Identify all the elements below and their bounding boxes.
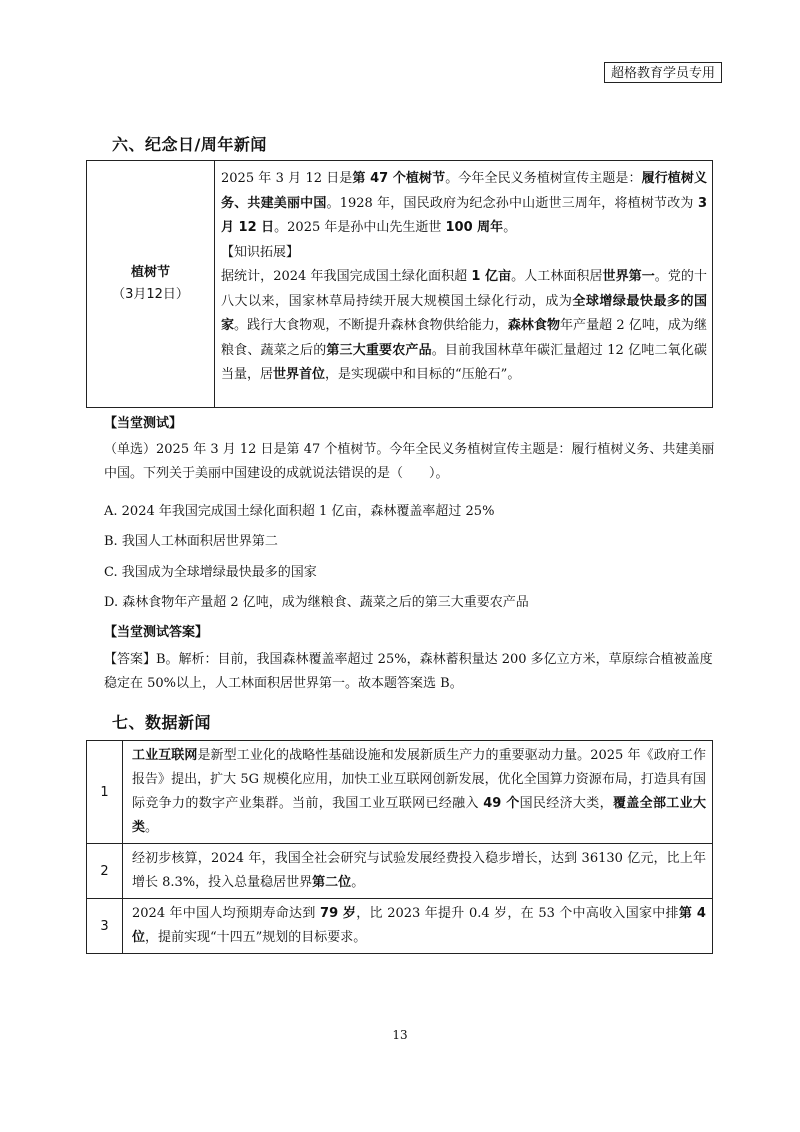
event-paragraph	[221, 167, 707, 241]
quiz-question: （单选）2025 年 3 月 12 日是第 47 个植树节。今年全民义务植树宣传主题是：履行植树义务、共建美丽中国。下列关于美丽中国建设的成就说法错误的是（ ）。	[104, 442, 715, 481]
row-content	[123, 741, 712, 843]
row-content	[123, 844, 712, 898]
emphasis-text: 世界第一	[602, 269, 655, 284]
emphasis-text: 第 4 位	[132, 906, 706, 945]
emphasis-text: 森林食物	[507, 318, 561, 333]
row-number: 1	[87, 741, 123, 843]
event-name: 植树节	[130, 265, 170, 280]
emphasis-text: 第三大重要农产品	[326, 342, 432, 358]
body-text: 据统计，2024 年我国完成国土绿化面积超	[221, 269, 472, 284]
emphasis-text: 79 岁	[320, 906, 357, 921]
body-text: 。践行大食物观，不断提升森林食物供给能力，	[234, 318, 508, 333]
quiz-option-a: A. 2024 年我国完成国土绿化面积超 1 亿亩，森林覆盖率超过 25%	[104, 504, 495, 519]
body-text: 。2025 年是孙中山先生逝世	[274, 220, 446, 235]
emphasis-text: 49 个	[483, 796, 520, 811]
body-text: 2024 年中国人均预期寿命达到	[132, 906, 321, 921]
table-row	[87, 898, 712, 953]
body-text: 年产量超 2 亿吨，成为继粮食、蔬菜之后的	[221, 318, 707, 358]
emphasis-text: 履行植树义务、共建美丽中国	[221, 171, 707, 211]
data-news-table	[86, 740, 713, 954]
header-tag: 超格教育学员专用	[604, 62, 722, 83]
emphasis-text: 100 周年	[445, 220, 504, 235]
section-title-anniversary: 六、纪念日/周年新闻	[112, 135, 267, 154]
body-text: 国民经济大类，	[519, 796, 613, 811]
body-text: 。今年全民义务植树宣传主题是：	[445, 171, 642, 186]
emphasis-text: 世界首位	[273, 367, 326, 382]
quiz-answer: 【答案】B。解析：目前，我国森林覆盖率超过 25%，森林蓄积量达 200 多亿立方米，草原综合植被盖度稳定在 50%以上，人工林面积居世界第一。故本题答案选 B。	[104, 652, 713, 691]
emphasis-text: 覆盖全部工业大类	[132, 796, 706, 835]
body-text: 。目前我国林草年碳汇量超过 12 亿吨二氧化碳当量，居	[221, 342, 707, 382]
row-content	[123, 899, 712, 953]
body-text: 。	[145, 820, 159, 835]
body-text: 。党的十八大以来，国家林草局持续开展大规模国土绿化行动，成为	[221, 269, 707, 309]
body-text: ，是实现碳中和目标的“压舱石”。	[325, 367, 521, 382]
row-number: 2	[87, 844, 123, 898]
quiz-answer-label: 【当堂测试答案】	[104, 625, 209, 640]
emphasis-text: 工业互联网	[132, 748, 198, 763]
body-text: ，比 2023 年提升 0.4 岁，在 53 个中高收入国家中排	[356, 906, 679, 921]
emphasis-text: 全球增绿最快最多的国家	[221, 293, 707, 333]
body-text: 是新型工业化的战略性基础设施和发展新质生产力的重要驱动力量。2025 年《政府工作报告》提出，扩大 5G 规模化应用，加快工业互联网创新发展，优化全国算力资源布局，打造具有国际竞争力的数字产业集群。当前，我国工业互联网已经融入	[132, 748, 706, 811]
section-title-data-news: 七、数据新闻	[112, 713, 212, 732]
body-text: 。	[351, 875, 365, 890]
table-row	[87, 741, 712, 843]
quiz-label: 【当堂测试】	[104, 416, 183, 431]
emphasis-text: 第 47 个植树节	[352, 171, 446, 186]
event-date: （3月12日）	[112, 287, 189, 302]
table-row	[87, 843, 712, 898]
body-text: 。	[503, 220, 517, 235]
emphasis-text: 3 月 12 日	[221, 195, 707, 235]
emphasis-text: 1 亿亩	[471, 269, 512, 284]
row-number: 3	[87, 899, 123, 953]
quiz-option-b: B. 我国人工林面积居世界第二	[104, 534, 278, 549]
body-text: 经初步核算，2024 年，我国全社会研究与试验发展经费投入稳步增长，达到 36130 亿元，比上年增长 8.3%，投入总量稳居世界	[132, 851, 706, 890]
body-text: ，提前实现“十四五”规划的目标要求。	[145, 930, 367, 945]
knowledge-extension-label: 【知识拓展】	[221, 244, 300, 260]
event-cell	[87, 161, 215, 407]
body-text: 。1928 年，国民政府为纪念孙中山逝世三周年，将植树节改为	[326, 195, 698, 211]
event-description	[221, 167, 707, 388]
page-number: 13	[392, 1028, 408, 1042]
emphasis-text: 第二位	[312, 875, 352, 890]
quiz-option-d: D. 森林食物年产量超 2 亿吨，成为继粮食、蔬菜之后的第三大重要农产品	[104, 595, 529, 610]
knowledge-extension-text	[221, 265, 707, 388]
body-text: 2025 年 3 月 12 日是	[221, 171, 353, 186]
body-text: 。人工林面积居	[511, 269, 603, 284]
anniversary-table	[86, 160, 713, 408]
quiz-option-c: C. 我国成为全球增绿最快最多的国家	[104, 565, 317, 580]
